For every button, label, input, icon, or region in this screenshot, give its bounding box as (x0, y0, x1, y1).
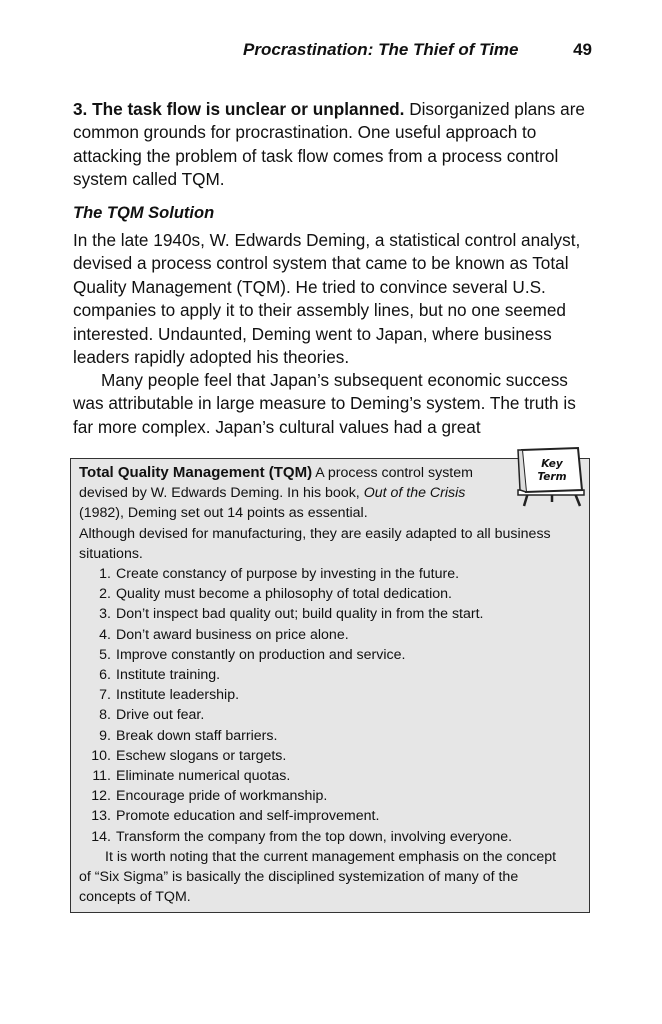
running-title: Procrastination: The Thief of Time (243, 40, 519, 59)
list-item (79, 685, 589, 705)
point-number: 13. (91, 808, 111, 825)
point-number: 6. (99, 667, 111, 684)
list-item (79, 705, 589, 725)
point-number: 10. (91, 747, 111, 764)
list-item (79, 584, 589, 604)
point-number: 9. (99, 727, 111, 744)
point-text: Improve constantly on production and service. (116, 646, 406, 663)
list-item (79, 827, 589, 847)
point-number: 8. (99, 707, 111, 724)
key-term-icon-word: Key (541, 458, 563, 470)
key-term-box (70, 458, 590, 913)
point-text: Don’t inspect bad quality out; build quality in from the start. (116, 606, 484, 623)
point-number: 4. (99, 626, 111, 643)
paragraph-text: Disorganized plans are common grounds for procrastination. One useful approach to attacking the problem of task flow comes from a process control system called TQM. (73, 99, 585, 190)
point-text: Don’t award business on price alone. (116, 626, 349, 643)
list-item (79, 746, 589, 766)
deming-points-list (79, 564, 589, 847)
point-text: Eschew slogans or targets. (116, 747, 287, 764)
list-item (79, 806, 589, 826)
point-text: Eliminate numerical quotas. (116, 768, 291, 785)
key-term-closing: It is worth noting that the current management emphasis on the concept of “Six Sigma” is basically the disciplined systemization of many of the concepts of TQM. (79, 848, 557, 906)
point-text: Break down staff barriers. (116, 727, 278, 744)
point-number: 14. (91, 828, 111, 845)
definition-end: (1982), Deming set out 14 points as essential. (79, 505, 368, 522)
point-text: Transform the company from the top down, involving everyone. (116, 828, 513, 845)
point-text: Institute training. (116, 667, 221, 684)
key-term-icon (512, 446, 592, 510)
point-number: 11. (92, 768, 111, 785)
list-item (79, 564, 589, 584)
list-item (79, 604, 589, 624)
page-number: 49 (573, 40, 592, 59)
list-item (79, 766, 589, 786)
point-text: Quality must become a philosophy of total dedication. (116, 586, 452, 603)
point-text: Institute leadership. (116, 687, 240, 704)
list-item (79, 786, 589, 806)
key-term-title: Total Quality Management (TQM) (79, 464, 313, 481)
list-item (79, 625, 589, 645)
definition-start: A process control system devised by W. Edwards Deming. In his book, (79, 465, 473, 502)
point-number: 7. (99, 687, 111, 704)
list-item (79, 726, 589, 746)
point-text: Promote education and self-improvement. (116, 808, 380, 825)
running-head (243, 40, 592, 60)
point-number: 12. (91, 788, 111, 805)
key-term-icon-text (537, 458, 566, 483)
section-heading: The TQM Solution (73, 204, 215, 222)
key-term-definition (79, 463, 497, 524)
list-item (79, 645, 589, 665)
paragraph-japan: Many people feel that Japan’s subsequent economic success was attributable in large measure to Deming’s system. The truth is far more complex. Japan’s cultural values had a great (73, 370, 576, 437)
list-item (79, 665, 589, 685)
book-title: Out of the Crisis (363, 485, 466, 502)
definition-continuation: Although devised for manufacturing, they are easily adapted to all business situations. (79, 525, 551, 562)
paragraph-task-flow (73, 98, 593, 192)
point-number: 2. (99, 586, 111, 603)
point-text: Encourage pride of workmanship. (116, 788, 328, 805)
easel-board (522, 448, 582, 492)
point-number: 5. (99, 646, 111, 663)
key-term-icon-word: Term (537, 471, 567, 483)
point-text: Drive out fear. (116, 707, 205, 724)
point-number: 1. (99, 566, 111, 583)
point-number: 3. (99, 606, 111, 623)
paragraph-deming: In the late 1940s, W. Edwards Deming, a statistical control analyst, devised a process control system that came to be known as Total Quality Management (TQM). He tried to convince several U.S. companies to apply it to their assembly lines, but no one seemed interested. Undaunted, Deming went to Japan, where business leaders rapidly adopted his theories. (73, 230, 581, 368)
point-text: Create constancy of purpose by investing in the future. (116, 566, 460, 583)
paragraph-lead: 3. The task flow is unclear or unplanned. (73, 99, 405, 119)
